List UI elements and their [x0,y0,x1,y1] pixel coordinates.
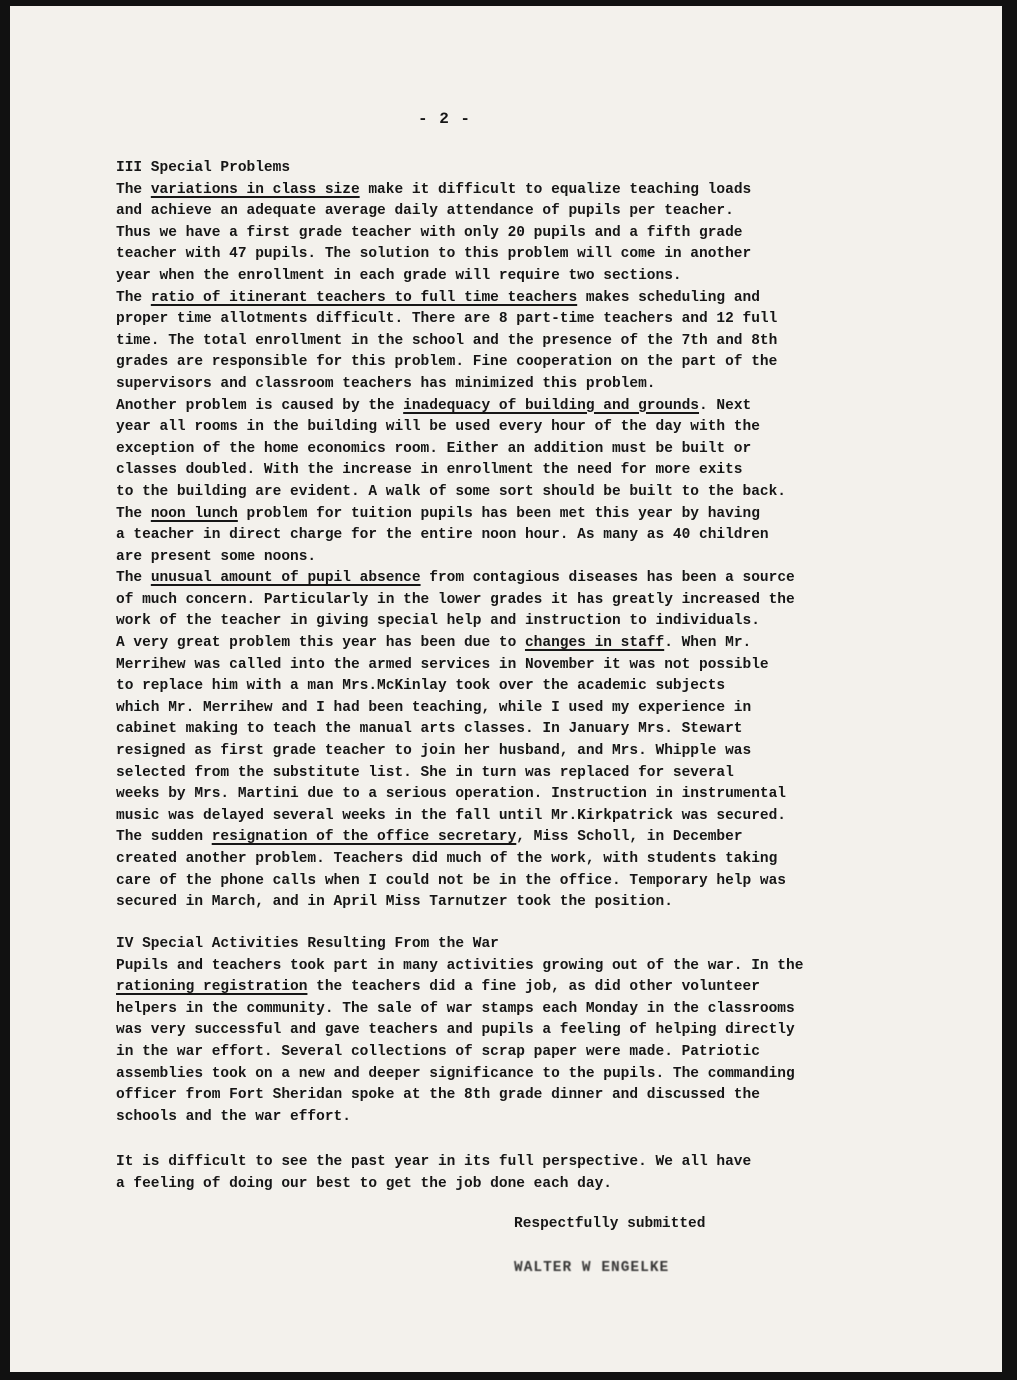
text-run: cabinet making to teach the manual arts classes. In January Mrs. Stewart [116,721,743,738]
text-line [116,331,966,353]
text-run: A very great problem this year has been due to [116,635,525,652]
text-line [116,504,966,526]
text-run: to the building are evident. A walk of some sort should be built to the back. [116,483,787,500]
text-run: grades are responsible for this problem. Fine cooperation on the part of the [116,354,778,371]
underlined-phrase: resignation of the office secretary [211,829,517,846]
text-line [116,892,966,914]
underlined-phrase: ratio of itinerant teachers to full time teachers [150,289,578,306]
text-run: year all rooms in the building will be used every hour of the day with the [116,419,760,436]
text-line [116,547,966,569]
page-number: - 2 - [418,110,472,128]
text-line [116,763,966,785]
text-line [116,676,966,698]
text-line [116,849,966,871]
text-run: The [116,289,151,306]
text-run: The [116,570,151,587]
text-run: problem for tuition pupils has been met this year by having [237,505,760,522]
text-run: which Mr. Merrihew and I had been teaching, while I used my experience in [116,699,752,716]
text-run: are present some noons. [116,548,317,565]
text-line [116,1174,966,1196]
text-line [116,1064,966,1086]
text-run: secured in March, and in April Miss Tarnutzer took the position. [116,894,673,911]
section-special-problems [116,158,966,914]
text-line [116,1152,966,1174]
text-run: time. The total enrollment in the school and the presence of the 7th and 8th [116,332,778,349]
text-run: Thus we have a first grade teacher with only 20 pupils and a fifth grade [116,224,743,241]
text-line [116,611,966,633]
text-run: work of the teacher in giving special help and instruction to individuals. [116,613,760,630]
text-run: a feeling of doing our best to get the job done each day. [116,1175,612,1192]
text-line [116,698,966,720]
text-line [116,1042,966,1064]
text-line [116,288,966,310]
text-line [116,525,966,547]
text-run: Merrihew was called into the armed services in November it was not possible [116,656,769,673]
text-line [116,999,966,1021]
text-line [116,223,966,245]
text-run: It is difficult to see the past year in its full perspective. We all have [116,1154,752,1170]
section-heading: IV Special Activities Resulting From the War [116,936,499,952]
text-line [116,741,966,763]
text-run: and achieve an adequate average daily attendance of pupils per teacher. [116,203,734,220]
text-line [116,590,966,612]
text-run: resigned as first grade teacher to join her husband, and Mrs. Whipple was [116,743,752,760]
text-run: assemblies took on a new and deeper significance to the pupils. The commanding [116,1065,795,1082]
text-line [116,1107,966,1129]
text-line [116,460,966,482]
section-body [116,180,966,914]
text-run: . Next [699,397,752,414]
section-heading: III Special Problems [116,160,291,176]
text-run: a teacher in direct charge for the entire noon hour. As many as 40 children [116,527,769,544]
text-run: to replace him with a man Mrs.McKinlay took over the academic subjects [116,678,726,695]
text-line [116,201,966,223]
text-run: the teachers did a fine job, as did other volunteer [307,979,760,996]
text-line [116,827,966,849]
text-line [116,568,966,590]
text-line [116,417,966,439]
text-run: schools and the war effort. [116,1108,351,1125]
text-run: year when the enrollment in each grade will require two sections. [116,267,682,284]
section-body [116,956,966,1129]
underlined-phrase: rationing registration [116,979,308,996]
underlined-phrase: variations in class size [150,181,360,198]
text-line [116,977,966,999]
section-war-activities [116,934,966,1128]
text-line [116,482,966,504]
text-line [116,719,966,741]
text-run: make it difficult to equalize teaching loads [359,181,752,198]
closing-paragraph [116,1152,966,1195]
text-line [116,784,966,806]
underlined-phrase: inadequacy of building and grounds [403,397,700,414]
sign-off: Respectfully submitted [514,1216,706,1232]
text-run: The [116,181,151,198]
text-line [116,633,966,655]
text-run: The [116,505,151,522]
text-run: , Miss Scholl, in December [516,829,743,846]
text-run: created another problem. Teachers did much of the work, with students taking [116,851,778,867]
text-run: supervisors and classroom teachers has minimized this problem. [116,375,656,392]
text-line [116,871,966,893]
text-run: The sudden [116,829,212,846]
text-run: music was delayed several weeks in the fall until Mr.Kirkpatrick was secured. [116,807,787,824]
text-line [116,1085,966,1107]
text-run: selected from the substitute list. She in turn was replaced for several [116,764,734,781]
document-page [10,6,1002,1372]
text-run: from contagious diseases has been a source [420,570,795,587]
text-run: weeks by Mrs. Martini due to a serious operation. Instruction in instrumental [116,786,787,803]
text-line [116,309,966,331]
text-run: care of the phone calls when I could not be in the office. Temporary help was [116,872,787,889]
text-run: exception of the home economics room. Either an addition must be built or [116,440,752,457]
text-run: classes doubled. With the increase in enrollment the need for more exits [116,462,743,479]
text-line [116,244,966,266]
text-line [116,1020,966,1042]
text-line [116,439,966,461]
text-line [116,180,966,202]
text-run: proper time allotments difficult. There are 8 part-time teachers and 12 full [116,311,778,328]
text-line [116,956,966,978]
text-run: officer from Fort Sheridan spoke at the 8th grade dinner and discussed the [116,1087,760,1104]
text-line [116,266,966,288]
text-run: of much concern. Particularly in the lower grades it has greatly increased the [116,591,795,608]
text-run: was very successful and gave teachers and pupils a feeling of helping directly [116,1022,795,1039]
underlined-phrase: unusual amount of pupil absence [150,570,421,587]
text-line [116,655,966,677]
signature: WALTER W ENGELKE [514,1260,670,1276]
text-run: Pupils and teachers took part in many activities growing out of the war. In the [116,957,804,974]
text-run: teacher with 47 pupils. The solution to this problem will come in another [116,246,752,263]
text-line [116,352,966,374]
closing-body [116,1152,966,1195]
underlined-phrase: changes in staff [524,635,665,652]
text-run: helpers in the community. The sale of war stamps each Monday in the classrooms [116,1000,795,1017]
text-run: . When Mr. [664,635,752,652]
text-run: Another problem is caused by the [116,397,404,414]
text-run: makes scheduling and [577,289,760,306]
text-line [116,396,966,418]
underlined-phrase: noon lunch [150,505,238,522]
text-line [116,806,966,828]
text-line [116,374,966,396]
text-run: in the war effort. Several collections of scrap paper were made. Patriotic [116,1043,760,1060]
